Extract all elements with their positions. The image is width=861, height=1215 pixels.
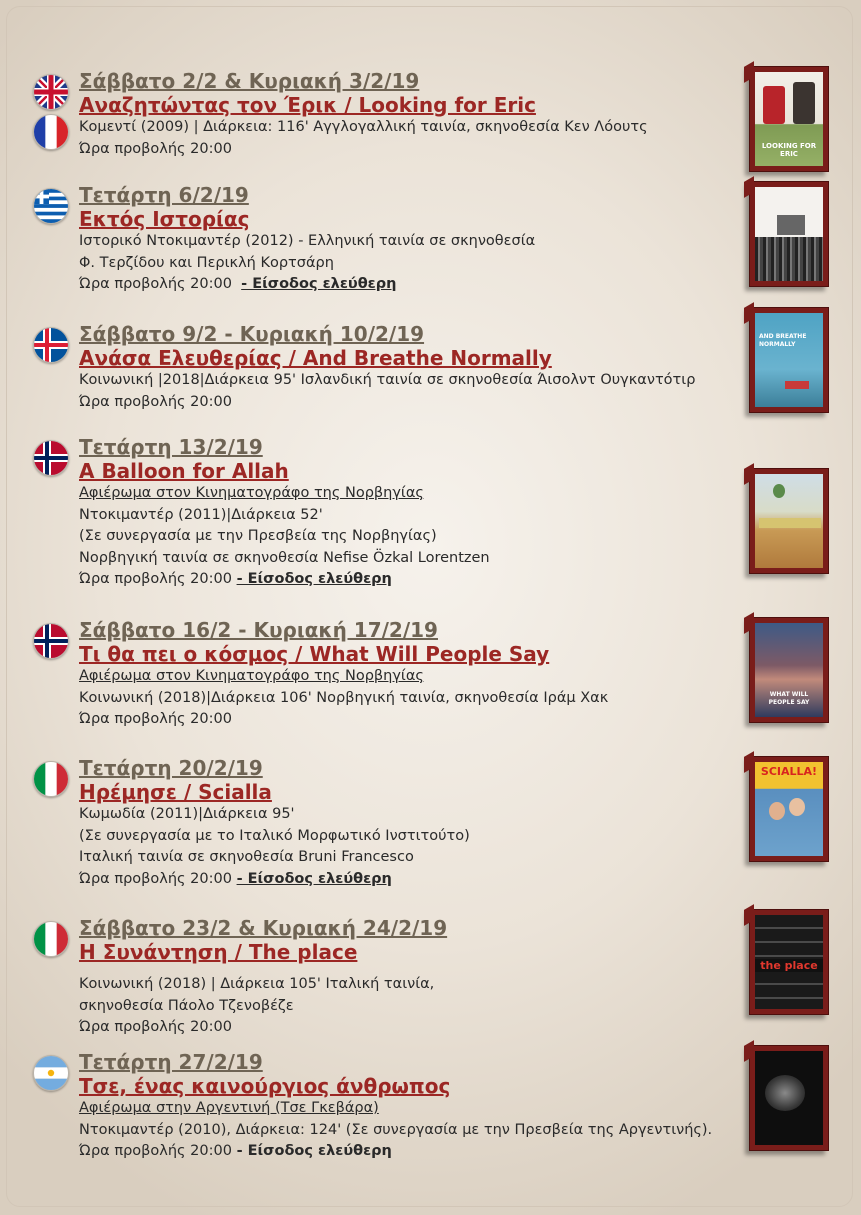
event-details: (Σε συνεργασία με το Ιταλικό Μορφωτικό Ινστιτούτο) [79, 827, 470, 844]
free-entry-link[interactable]: - Είσοδος ελεύθερη [241, 276, 397, 292]
event-date: Σάββατο 2/2 & Κυριακή 3/2/19 [79, 69, 420, 93]
poster-title: AND BREATHE NORMALLY [759, 333, 807, 348]
event-title[interactable]: A Balloon for Allah [79, 459, 289, 483]
argentina-flag-icon [33, 1055, 69, 1091]
event-date: Σάββατο 9/2 - Κυριακή 10/2/19 [79, 322, 425, 346]
event-details: Κομεντί (2009) | Διάρκεια: 116' Αγγλογαλλική ταινία, σκηνοθεσία Κεν Λόουτς [79, 119, 648, 135]
greece-flag-icon [33, 188, 69, 224]
movie-poster-che[interactable] [749, 1045, 829, 1151]
free-entry-text: - Είσοδος ελεύθερη [236, 1143, 392, 1159]
event-showtime: Ώρα προβολής 20:00 [79, 711, 232, 727]
event-showtime: Ώρα προβολής 20:00 - Είσοδος ελεύθερη [79, 1143, 392, 1159]
event-showtime: Ώρα προβολής 20:00 [79, 140, 232, 157]
event-details: σκηνοθεσία Πάολο Τζενοβέζε [79, 997, 294, 1014]
event-title[interactable]: Ηρέμησε / Scialla [79, 780, 272, 804]
event-details: Ντοκιμαντέρ (2011)|Διάρκεια 52' [79, 506, 323, 523]
event-tribute: Αφιέρωμα στον Κινηματογράφο της Νορβηγίας [79, 485, 424, 501]
event-showtime: Ώρα προβολής 20:00 [79, 1019, 232, 1035]
event-date: Σάββατο 16/2 - Κυριακή 17/2/19 [79, 618, 438, 642]
event-title[interactable]: Η Συνάντηση / The place [79, 940, 358, 964]
italy-flag-icon [33, 921, 69, 957]
event-date: Σάββατο 23/2 & Κυριακή 24/2/19 [79, 916, 448, 940]
event-details: Ιταλική ταινία σε σκηνοθεσία Bruni Francesco [79, 849, 414, 865]
event-details: Κοινωνική (2018) | Διάρκεια 105' Ιταλική ταινία, [79, 976, 435, 992]
event-details: Φ. Τερζίδου και Περικλή Κορτσάρη [79, 254, 334, 271]
movie-poster-ektos-istorias[interactable] [749, 181, 829, 287]
event-title[interactable]: Ανάσα Ελευθερίας / And Breathe Normally [79, 346, 552, 370]
event-title[interactable]: Τι θα πει ο κόσμος / What Will People Say [79, 642, 550, 666]
event-date: Τετάρτη 13/2/19 [79, 435, 263, 459]
event-showtime: Ώρα προβολής 20:00 - Είσοδος ελεύθερη [79, 571, 392, 587]
event-title[interactable]: Αναζητώντας τον Έρικ / Looking for Eric [79, 93, 536, 117]
movie-poster-looking-for-eric[interactable] [749, 66, 829, 172]
movie-poster-scialla[interactable] [749, 756, 829, 862]
poster-title: the place [755, 959, 823, 972]
event-details: Νορβηγική ταινία σε σκηνοθεσία Nefise Özkal Lorentzen [79, 549, 490, 566]
france-flag-icon [33, 114, 69, 150]
poster-title: SCIALLA! [760, 765, 818, 778]
movie-poster-a-balloon-for-allah[interactable] [749, 468, 829, 574]
event-details: Κωμωδία (2011)|Διάρκεια 95' [79, 806, 295, 822]
event-details: Κοινωνική (2018)|Διάρκεια 106' Νορβηγική ταινία, σκηνοθεσία Ιράμ Χακ [79, 689, 609, 706]
event-title[interactable]: Εκτός Ιστορίας [79, 207, 250, 231]
movie-poster-and-breathe-normally[interactable] [749, 307, 829, 413]
free-entry-link[interactable]: - Είσοδος ελεύθερη [236, 870, 392, 887]
event-details: Ντοκιμαντέρ (2010), Διάρκεια: 124' (Σε συνεργασία με την Πρεσβεία της Αργεντινής). [79, 1121, 713, 1138]
event-showtime: Ώρα προβολής 20:00 - Είσοδος ελεύθερη [79, 870, 392, 887]
event-showtime: Ώρα προβολής 20:00 [79, 393, 232, 410]
poster-title: LOOKING FOR ERIC [761, 142, 817, 158]
event-date: Τετάρτη 20/2/19 [79, 756, 263, 780]
italy-flag-icon [33, 761, 69, 797]
free-entry-link[interactable]: - Είσοδος ελεύθερη [236, 571, 392, 587]
event-details: (Σε συνεργασία με την Πρεσβεία της Νορβηγίας) [79, 528, 437, 544]
event-title[interactable]: Τσε, ένας καινούργιος άνθρωπος [79, 1074, 451, 1098]
event-details: Κοινωνική |2018|Διάρκεια 95' Ισλανδική ταινία σε σκηνοθεσία Άισολντ Ουγκαντότιρ [79, 372, 696, 388]
uk-flag-icon [33, 74, 69, 110]
event-showtime: Ώρα προβολής 20:00 - Είσοδος ελεύθερη [79, 276, 397, 292]
event-date: Τετάρτη 6/2/19 [79, 183, 249, 207]
movie-poster-what-will-people-say[interactable] [749, 617, 829, 723]
event-date: Τετάρτη 27/2/19 [79, 1050, 263, 1074]
iceland-flag-icon [33, 327, 69, 363]
norway-flag-icon [33, 623, 69, 659]
event-tribute: Αφιέρωμα στην Αργεντινή (Τσε Γκεβάρα) [79, 1100, 379, 1116]
event-details: Ιστορικό Ντοκιμαντέρ (2012) - Ελληνική ταινία σε σκηνοθεσία [79, 233, 536, 249]
event-tribute: Αφιέρωμα στον Κινηματογράφο της Νορβηγίας [79, 668, 424, 684]
movie-poster-the-place[interactable] [749, 909, 829, 1015]
norway-flag-icon [33, 440, 69, 476]
poster-title: WHAT WILL PEOPLE SAY [768, 691, 810, 706]
